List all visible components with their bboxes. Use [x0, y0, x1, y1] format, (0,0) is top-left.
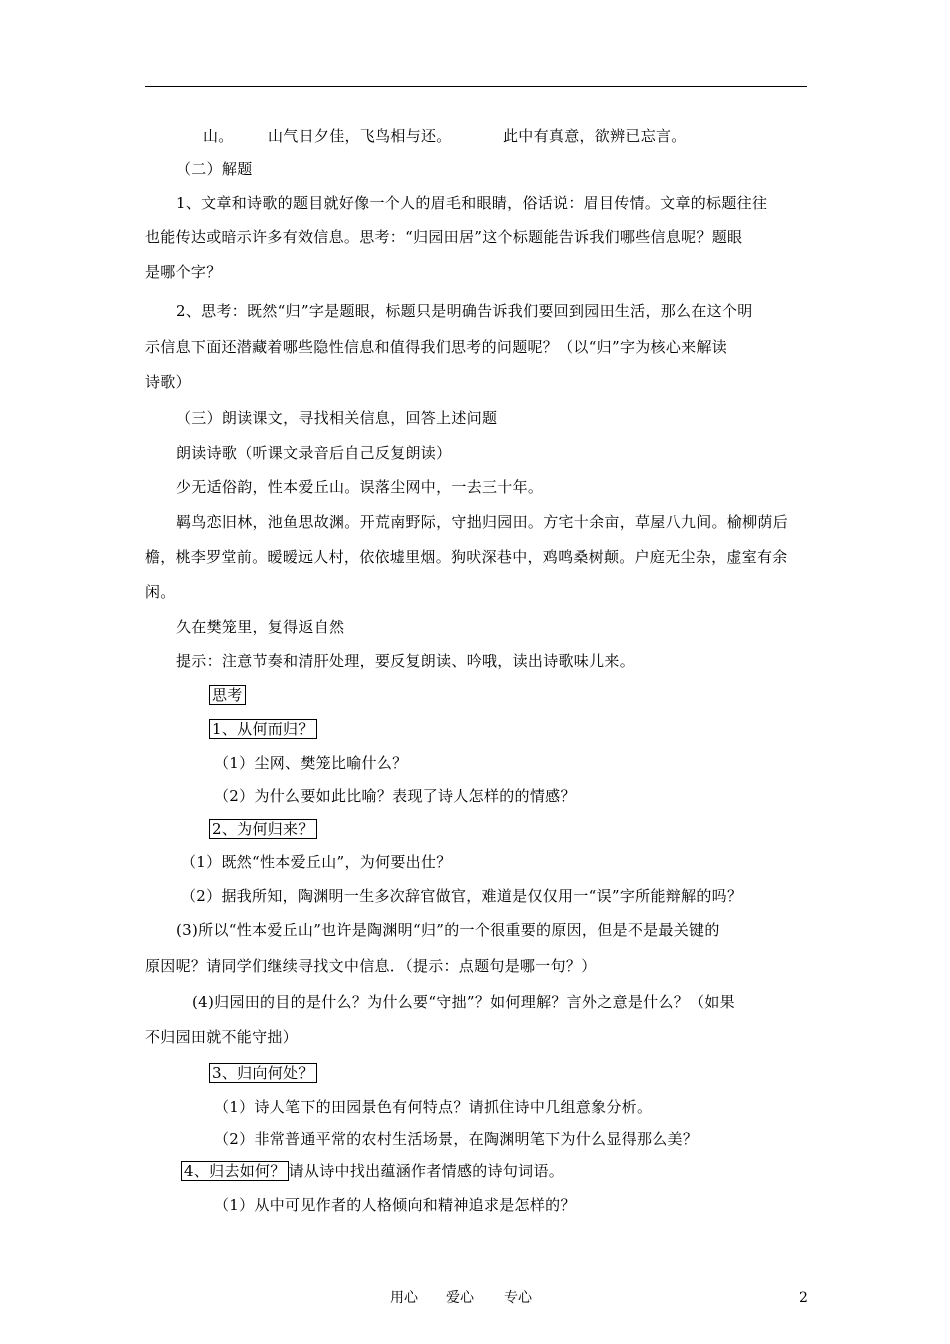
- question-line: （2）为什么要如此比喻？表现了诗人怎样的的情感？: [214, 787, 576, 805]
- poem-line: 久在樊笼里，复得返自然: [176, 618, 345, 636]
- boxed-heading: 1、从何而归？: [209, 719, 317, 739]
- poem-line: 此中有真意，欲辨已忘言。: [503, 127, 687, 145]
- paragraph-line: 示信息下面还潜藏着哪些隐性信息和值得我们思考的问题呢？（以“归”字为核心来解读: [145, 338, 728, 356]
- section-heading: （二）解题: [176, 160, 253, 178]
- paragraph-line: 也能传达或暗示许多有效信息。思考：“归园田居”这个标题能告诉我们哪些信息呢？题眼: [145, 228, 743, 246]
- poem-line: 檐，桃李罗堂前。暧暧远人村，依依墟里烟。狗吠深巷中，鸡鸣桑树颠。户庭无尘杂，虚室有余: [145, 548, 788, 566]
- paragraph-line: 提示：注意节奏和清肝处理，要反复朗读、吟哦，读出诗歌味儿来。: [176, 652, 636, 670]
- boxed-heading: 2、为何归来？: [209, 819, 317, 839]
- page-number: 2: [799, 1290, 808, 1306]
- question-line: （1）从中可见作者的人格倾向和精神追求是怎样的？: [214, 1196, 576, 1214]
- paragraph-line: 是哪个字？: [145, 263, 222, 281]
- question-line: （1）尘网、樊笼比喻什么？: [214, 754, 408, 772]
- header-rule: [145, 86, 807, 87]
- section-heading: （三）朗读课文，寻找相关信息，回答上述问题: [176, 409, 498, 427]
- question-line: 不归园田就不能守拙）: [145, 1028, 299, 1046]
- poem-line: 山气日夕佳，飞鸟相与还。: [268, 127, 452, 145]
- paragraph-line: 朗读诗歌（听课文录音后自己反复朗读）: [176, 444, 452, 462]
- question-line: （2）据我所知，陶渊明一生多次辞官做官，难道是仅仅用一“误”字所能辩解的吗？: [181, 887, 743, 905]
- paragraph-line: 1、文章和诗歌的题目就好像一个人的眉毛和眼睛，俗话说：眉目传情。文章的标题往往: [176, 194, 768, 212]
- paragraph-line: 2、思考：既然“归”字是题眼，标题只是明确告诉我们要回到园田生活，那么在这个明: [176, 302, 753, 320]
- paragraph-line: 诗歌）: [145, 373, 191, 391]
- question-line: （2）非常普通平常的农村生活场景，在陶渊明笔下为什么显得那么美？: [214, 1130, 699, 1148]
- boxed-heading: 4、归去如何？: [181, 1161, 289, 1181]
- poem-line: 山。: [203, 127, 234, 145]
- poem-line: 羁鸟恋旧林，池鱼思故渊。开荒南野际，守拙归园田。方宅十余亩，草屋八九间。榆柳荫后: [176, 513, 789, 531]
- boxed-heading: 思考: [209, 685, 246, 705]
- question-line: 请从诗中找出蕴涵作者情感的诗句词语。: [288, 1162, 565, 1180]
- question-line: 原因呢？请同学们继续寻找文中信息．（提示：点题句是哪一句？）: [145, 957, 597, 975]
- question-line: (3)所以“性本爱丘山”也许是陶渊明“归”的一个很重要的原因，但是不是最关键的: [176, 921, 720, 939]
- poem-line: 少无适俗韵，性本爱丘山。误落尘网中，一去三十年。: [176, 478, 544, 496]
- footer-text: 爱心: [446, 1290, 474, 1306]
- question-line: (4)归园田的目的是什么？为什么要“守拙”？如何理解？言外之意是什么？（如果: [192, 993, 735, 1011]
- footer-text: 专心: [504, 1290, 532, 1306]
- question-line: （1）既然“性本爱丘山”，为何要出仕？: [181, 853, 452, 871]
- footer-text: 用心: [390, 1290, 418, 1306]
- poem-line: 闲。: [145, 583, 176, 601]
- question-line: （1）诗人笔下的田园景色有何特点？请抓住诗中几组意象分析。: [214, 1098, 653, 1116]
- boxed-heading: 3、归向何处？: [209, 1063, 317, 1083]
